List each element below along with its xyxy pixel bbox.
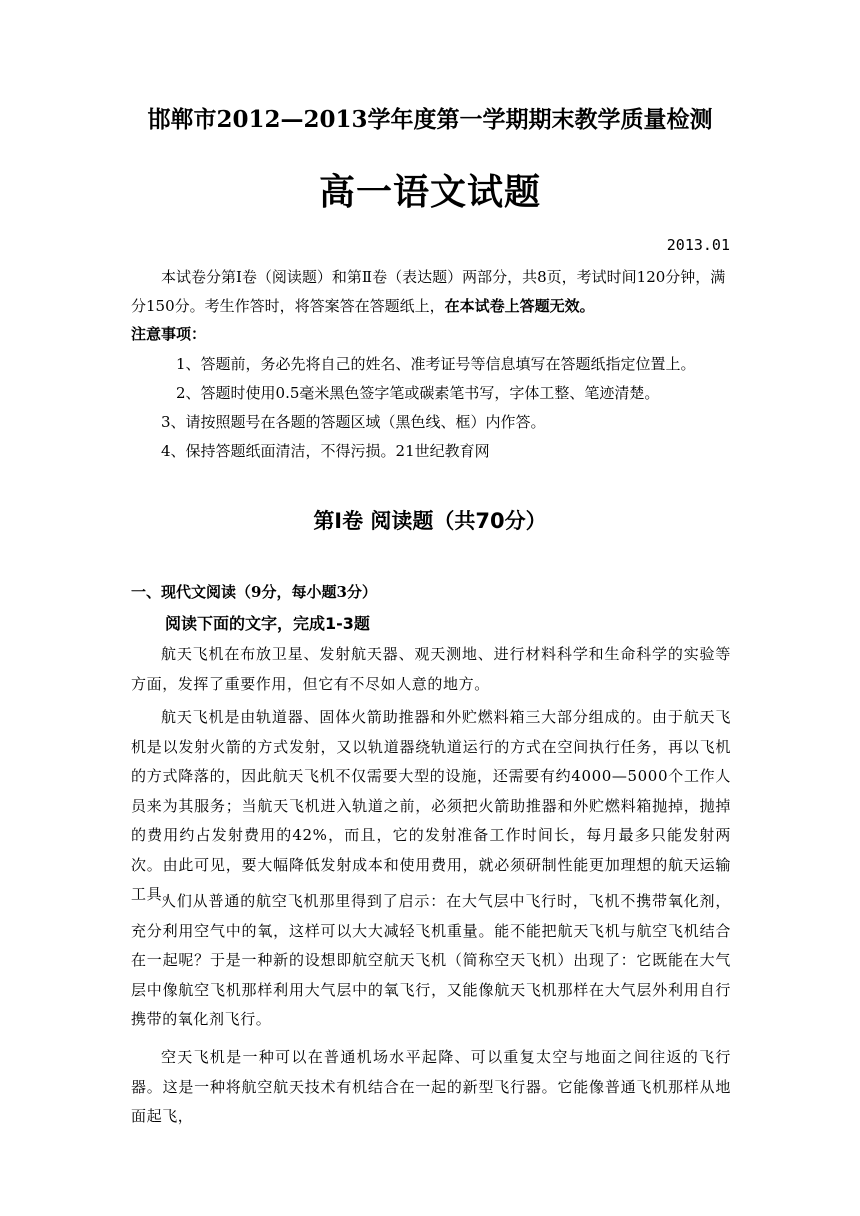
note-item-1: 1、答题前，务必先将自己的姓名、准考证号等信息填写在答题纸指定位置上。: [176, 355, 696, 373]
exam-date: 2013.01: [666, 236, 730, 254]
intro-paragraph: [131, 263, 731, 321]
page-title: 高一语文试题: [318, 172, 541, 213]
intro-text: 本试卷分第Ⅰ卷（阅读题）和第Ⅱ卷（表达题）两部分，共8页，考试时间120分钟，满分150分。考生作答时，将答案答在答题纸上，: [131, 268, 726, 315]
passage-paragraph-4: 空天飞机是一种可以在普通机场水平起降、可以重复太空与地面之间往返的飞行器。这是一种将航空航天技术有机结合在一起的新型飞行器。它能像普通飞机那样从地面起飞，: [131, 1048, 731, 1125]
passage-paragraph-2: 航天飞机是由轨道器、固体火箭助推器和外贮燃料箱三大部分组成的。由于航天飞机是以发射火箭的方式发射，又以轨道器绕轨道运行的方式在空间执行任务，再以飞机的方式降落的，因此航天飞机不仅需要大型的设施，还需要有约4000—5000个工作人员来为其服务；当航天飞机进入轨道之前，必须把火箭助推器和外贮燃料箱抛掉，抛掉的费用约占发射费用的42%，而且，它的发射准备工作时间长，每月最多只能发射两次。由此可见，要大幅降低发射成本和使用费用，就必须研制性能更加理想的航天运输工具。: [131, 708, 731, 903]
note-item-3: 3、请按照题号在各题的答题区域（黑色线、框）内作答。: [161, 413, 546, 431]
passage-paragraph-1: 航天飞机在布放卫星、发射航天器、观天测地、进行材料科学和生命科学的实验等方面，发挥了重要作用，但它有不尽如人意的地方。: [131, 645, 731, 693]
passage-paragraph-3: 人们从普通的航空飞机那里得到了启示：在大气层中飞行时，飞机不携带氧化剂，充分利用空气中的氧，这样可以大大减轻飞机重量。能不能把航天飞机与航空飞机结合在一起呢？于是一种新的设想即航空航天飞机（简称空天飞机）出现了：它既能在大气层中像航空飞机那样利用大气层中的氧飞行，又能像航天飞机那样在大气层外利用自行携带的氧化剂飞行。: [131, 892, 731, 1028]
exam-header: 邯郸市2012—2013学年度第一学期期末教学质量检测: [147, 106, 713, 133]
question-group-heading: 一、现代文阅读（9分，每小题3分）: [131, 583, 377, 601]
note-item-2: 2、答题时使用0.5毫米黑色签字笔或碳素笔书写，字体工整、笔迹清楚。: [176, 384, 660, 402]
notes-title: 注意事项：: [131, 325, 207, 343]
section-title: 第Ⅰ卷 阅读题（共70分）: [313, 509, 547, 533]
reading-instruction: 阅读下面的文字，完成1-3题: [165, 614, 370, 633]
note-item-4: 4、保持答题纸面清洁，不得污损。21世纪教育网: [161, 442, 490, 460]
intro-warning: 在本试卷上答题无效。: [444, 297, 595, 315]
